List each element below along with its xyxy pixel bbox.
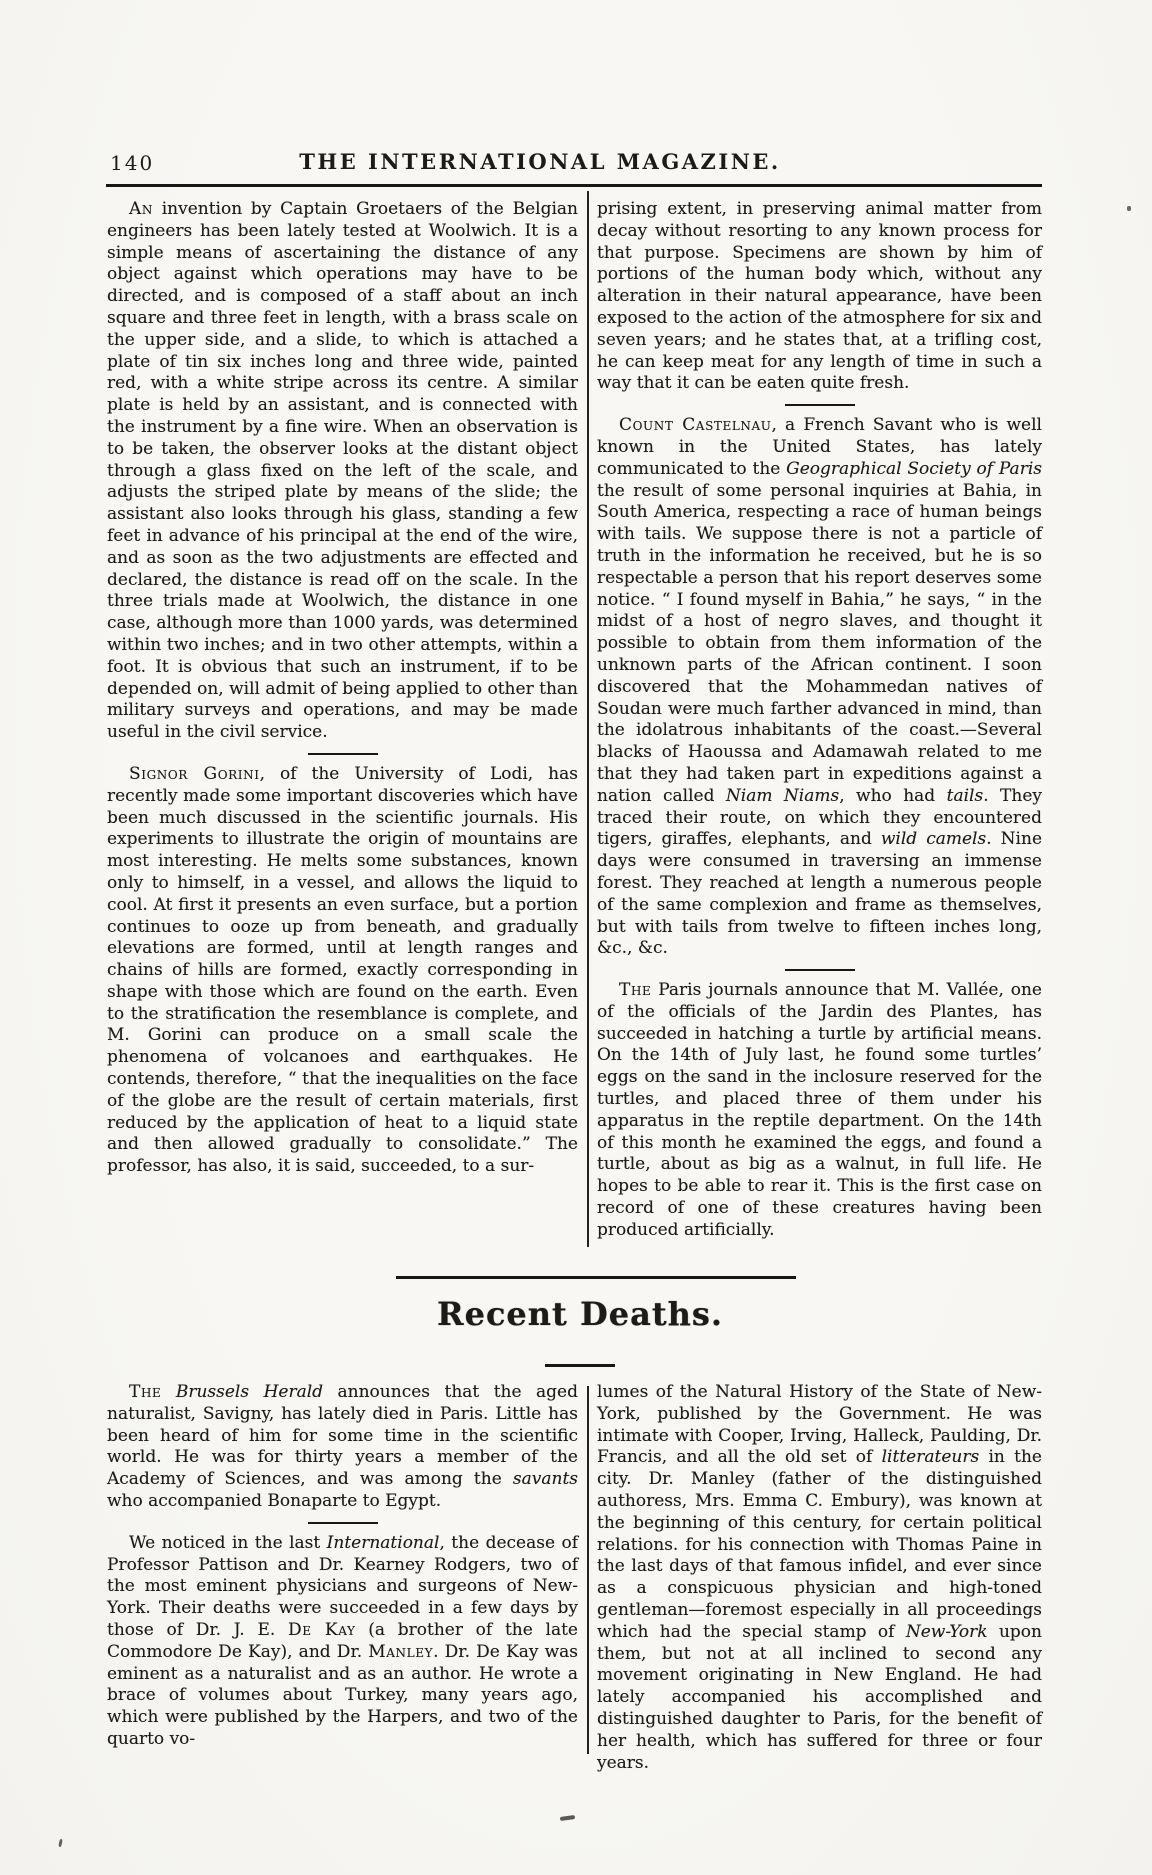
column-divider-top bbox=[587, 191, 589, 1247]
deaths-column-right bbox=[597, 1382, 1042, 1774]
deaths-section-heading: Recent Deaths. bbox=[436, 1295, 724, 1333]
article-dekay-continued-text: lumes of the Natural History of the State of New-York, published by the Government. He was intimate with Cooper, Irving, Halleck, Paulding, Dr. Francis, and all the old set of litterateurs in the city. Dr. Manley (father of the distinguished authoress, Mrs. Emma C. Embury), was known at the beginning of this century, for certain political relations. for his connection with Thomas Paine in the last days of that famous infidel, and ever since as a conspicuous physician and high-toned gentleman—foremost especially in all proceedings which had the special stamp of New-York upon them, but not at all inclined to second any movement originating in New England. He had lately accompanied his accomplished and distinguished daughter to Paris, for the benefit of her health, which has suffered for three or four years. bbox=[597, 1382, 1042, 1773]
deaths-heading-underline bbox=[545, 1364, 615, 1367]
article-divider bbox=[308, 1522, 378, 1524]
scan-speck bbox=[58, 1839, 63, 1847]
scan-speck bbox=[1127, 206, 1131, 211]
article-preservation-continued-text: prising extent, in preserving animal matter from decay without resorting to any known process for that purpose. Specimens are shown by him of portions of the human body which, without any alteration in their natural appearance, have been exposed to the action of the atmosphere for six and seven years; and he states that, at a trifling cost, he can keep meat for any length of time in such a way that it can be eaten quite fresh. bbox=[597, 199, 1042, 394]
article-invention-text: An invention by Captain Groetaers of the Belgian engineers has been lately tested at Woolwich. It is a simple means of ascertaining the distance of any object against which operations may have to be directed, and is composed of a staff about an inch square and three feet in length, with a brass scale on the upper side, and a slide, to which is attached a plate of tin six inches long and three wide, painted red, with a white stripe across its centre. A similar plate is held by an assistant, and is connected with the instrument by a fine wire. When an observation is to be taken, the observer looks at the distant object through a glass fixed on the left of the scale, and adjusts the striped plate by means of the slide; the assistant also looks through his glass, standing a few feet in advance of his principal at the end of the wire, and as soon as the two adjustments are effected and declared, the distance is read off on the scale. In the three trials made at Woolwich, the distance in one case, although more than 1000 yards, was determined within two inches; and in two other attempts, within a foot. It is obvious that such an instrument, if to be depended on, will admit of being applied to other than military surveys and operations, and may be made useful in the civil service. bbox=[107, 199, 578, 743]
column-divider-bottom bbox=[587, 1386, 589, 1754]
article-divider bbox=[785, 969, 855, 971]
article-gorini-text: Signor Gorini, of the University of Lodi, has recently made some important discoveries which have been much discussed in the scientific journals. His experiments to illustrate the origin of mountains are most interesting. He melts some substances, known only to himself, in a vessel, and allows the liquid to cool. At first it presents an even surface, but a portion continues to ooze up from beneath, and gradually elevations are formed, until at length ranges and chains of hills are formed, exactly corresponding in shape with those which are found on the earth. Even to the stratification the resemblance is complete, and M. Gorini can produce on a small scale the phenomena of volcanoes and earthquakes. He contends, therefore, “ that the inequalities on the face of the globe are the result of certain materials, first reduced by the application of heat to a liquid state and then allowed gradually to consolidate.” The professor, has also, it is said, succeeded, to a sur- bbox=[107, 763, 578, 1177]
header-rule bbox=[106, 184, 1042, 187]
article-divider bbox=[308, 753, 378, 755]
article-turtle-text: The Paris journals announce that M. Vallée, one of the officials of the Jardin des Plantes, has succeeded in hatching a turtle by artificial means. On the 14th of July last, he found some turtles’ eggs on the sand in the inclosure reserved for the turtles, and placed three of them under his apparatus in the reptile department. On the 14th of this month he examined the eggs, and found a turtle, about as big as a walnut, in full life. He hopes to be able to rear it. This is the first case on record of one of these creatures having been produced artificially. bbox=[597, 980, 1042, 1240]
article-dekay-text: We noticed in the last International, the decease of Professor Pattison and Dr. Kearney Rodgers, two of the most eminent physicians and surgeons of New-York. Their deaths were succeeded in a few days by those of Dr. J. E. De Kay (a brother of the late Commodore De Kay), and Dr. Manley. Dr. De Kay was eminent as a naturalist and as an author. He wrote a brace of volumes about Turkey, many years ago, which were published by the Harpers, and two of the quarto vo- bbox=[107, 1532, 579, 1749]
scan-speck bbox=[560, 1815, 575, 1821]
article-savigny-text: The Brussels Herald announces that the aged naturalist, Savigny, has lately died in Paris. Little has been heard of him for some time in the scientific world. He was for thirty years a member of the Academy of Sciences, and was among the savants who accompanied Bonaparte to Egypt. bbox=[107, 1382, 578, 1511]
article-divider bbox=[785, 404, 855, 406]
section-rule bbox=[396, 1276, 796, 1279]
journal-title: THE INTERNATIONAL MAGAZINE. bbox=[299, 149, 781, 174]
news-column-left bbox=[107, 199, 578, 1178]
article-castelnau-text: Count Castelnau, a French Savant who is well known in the United States, has lately communicated to the Geographical Society of Paris the result of some personal inquiries at Bahia, in South America, respecting a race of human beings with tails. We suppose there is not a particle of truth in the information he received, but he is so respectable a person that his report deserves some notice. “ I found myself in Bahia,” he says, “ in the midst of a host of negro slaves, and thought it possible to obtain from them information of the unknown parts of the African continent. I soon discovered that the Mohammedan natives of Soudan were much farther advanced in mind, than the idolatrous inhabitants of the coast.—Several blacks of Haoussa and Adamawah related to me that they had taken part in expeditions against a nation called Niam Niams, who had tails. They traced their route, on which they encountered tigers, giraffes, elephants, and wild camels. Nine days were consumed in traversing an immense forest. They reached at length a numerous people of the same complexion and frame as themselves, but with tails from twelve to fifteen inches long, &c., &c. bbox=[597, 415, 1042, 959]
page-number: 140 bbox=[110, 151, 155, 175]
deaths-column-left bbox=[107, 1382, 578, 1751]
news-column-right bbox=[597, 199, 1042, 1242]
